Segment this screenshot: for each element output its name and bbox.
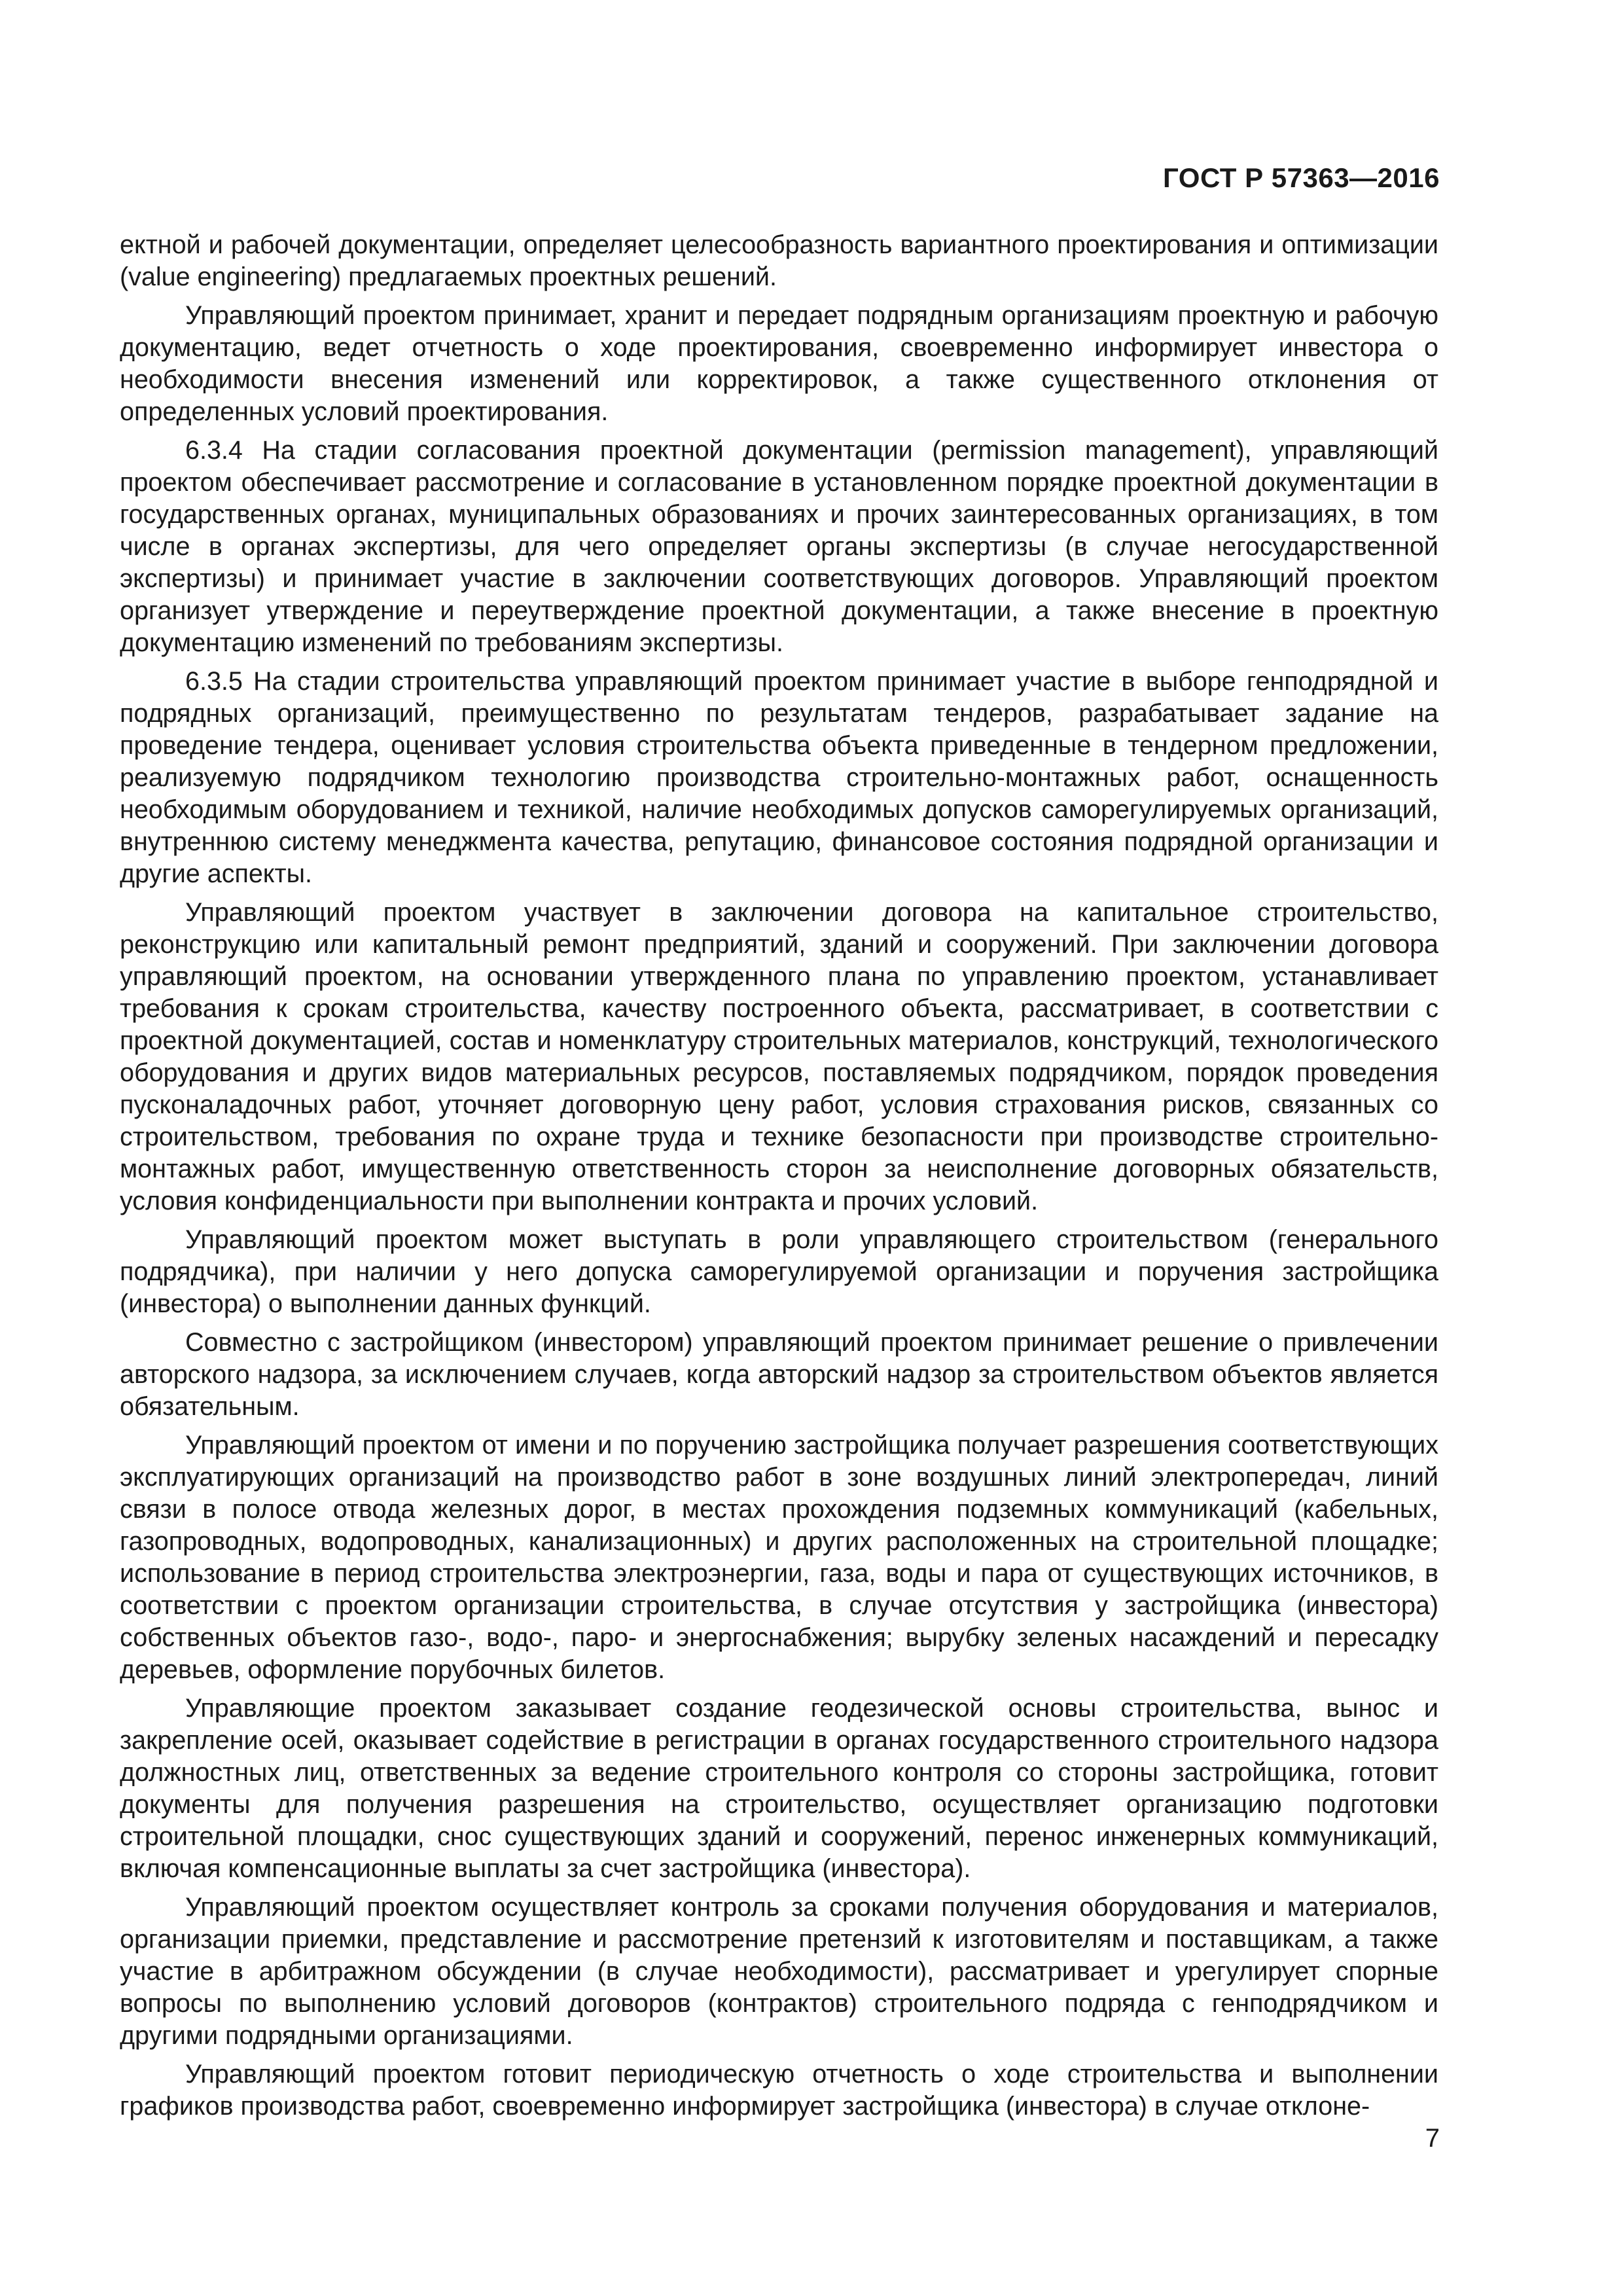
paragraph: Управляющий проектом может выступать в роли управляющего строительством (генерального подрядчика), при наличии у него допуска саморегулируемой организации и поручения застройщика (инвестора) о выполнении данных функций. bbox=[120, 1225, 1438, 1318]
paragraph: Совместно с застройщиком (инвестором) управляющий проектом принимает решение о привлечении авторского надзора, за исключением случаев, когда авторский надзор за строительством объектов является обязательным. bbox=[120, 1328, 1438, 1421]
paragraph: Управляющий проектом участвует в заключении договора на капитальное строительство, реконструкцию или капитальный ремонт предприятий, зданий и сооружений. При заключении договора управляющий проектом, на основании утвержденного плана по управлению проектом, устанавливает требования к срокам строительства, качеству построенного объекта, рассматривает, в соответствии с проектной документацией, состав и номенклатуру строительных материалов, конструкций, технологического оборудования и других видов материальных ресурсов, поставляемых подрядчиком, порядок проведения пусконаладочных работ, уточняет договорную цену работ, условия страхования рисков, связанных со строительством, требования по охране труда и технике безопасности при производстве строительно-монтажных работ, имущественную ответственность сторон за неисполнение договорных обязательств, условия конфиденциальности при выполнении контракта и прочих условий. bbox=[120, 898, 1438, 1215]
page-number: 7 bbox=[1425, 2124, 1440, 2153]
paragraph: Управляющий проектом от имени и по поручению застройщика получает разрешения соответствующих эксплуатирующих организаций на производство работ в зоне воздушных линий электропередач, линий связи в полосе отвода железных дорог, в местах прохождения подземных коммуникаций (кабельных, газопроводных, водопроводных, канализационных) и других расположенных на строительной площадке; использование в период строительства электроэнергии, газа, воды и пара от существующих источников, в соответствии с проектом организации строительства, в случае отсутствия у застройщика (инвестора) собственных объектов газо-, водо-, паро- и энергоснабжения; вырубку зеленых насаждений и пересадку деревьев, оформление порубочных билетов. bbox=[120, 1431, 1438, 1684]
standard-header: ГОСТ Р 57363—2016 bbox=[1163, 162, 1440, 193]
paragraph-clause-6-3-4: 6.3.4 На стадии согласования проектной документации (permission management), управляющий проектом обеспечивает рассмотрение и согласование в установленном порядке проектной документации в государственных органах, муниципальных образованиях и прочих заинтересованных организациях, в том числе в органах экспертизы, для чего определяет органы экспертизы (в случае негосударственной экспертизы) и принимает участие в заключении соответствующих договоров. Управляющий проектом организует утверждение и переутверждение проектной документации, а также внесение в проектную документацию изменений по требованиям экспертизы. bbox=[120, 436, 1438, 657]
document-body bbox=[120, 229, 1438, 2129]
paragraph: Управляющий проектом принимает, хранит и передает подрядным организациям проектную и рабочую документацию, ведет отчетность о ходе проектирования, своевременно информирует инвестора о необходимости внесения изменений или корректировок, а также существенного отклонения от определенных условий проектирования. bbox=[120, 301, 1438, 426]
paragraph: Управляющие проектом заказывает создание геодезической основы строительства, вынос и закрепление осей, оказывает содействие в регистрации в органах государственного строительного надзора должностных лиц, ответственных за ведение строительного контроля со стороны застройщика, готовит документы для получения разрешения на строительство, осуществляет организацию подготовки строительной площадки, снос существующих зданий и сооружений, перенос инженерных коммуникаций, включая компенсационные выплаты за счет застройщика (инвестора). bbox=[120, 1694, 1438, 1883]
paragraph: Управляющий проектом осуществляет контроль за сроками получения оборудования и материалов, организации приемки, представление и рассмотрение претензий к изготовителям и поставщикам, а также участие в арбитражном обсуждении (в случае необходимости), рассматривает и урегулирует спорные вопросы по выполнению условий договоров (контрактов) строительного подряда с генподрядчиком и другими подрядными организациями. bbox=[120, 1893, 1438, 2050]
paragraph-continuation: ектной и рабочей документации, определяет целесообразность вариантного проектирования и оптимизации (value engineering) предлагаемых проектных решений. bbox=[120, 230, 1438, 291]
paragraph: Управляющий проектом готовит периодическую отчетность о ходе строительства и выполнении графиков производства работ, своевременно информирует застройщика (инвестора) в случае отклоне- bbox=[120, 2060, 1438, 2121]
paragraph-clause-6-3-5: 6.3.5 На стадии строительства управляющий проектом принимает участие в выборе генподрядной и подрядных организаций, преимущественно по результатам тендеров, разрабатывает задание на проведение тендера, оценивает условия строительства объекта приведенные в тендерном предложении, реализуемую подрядчиком технологию производства строительно-монтажных работ, оснащенность необходимым оборудованием и техникой, наличие необходимых допусков саморегулируемых организаций, внутреннюю систему менеджмента качества, репутацию, финансовое состояния подрядной организации и другие аспекты. bbox=[120, 667, 1438, 888]
